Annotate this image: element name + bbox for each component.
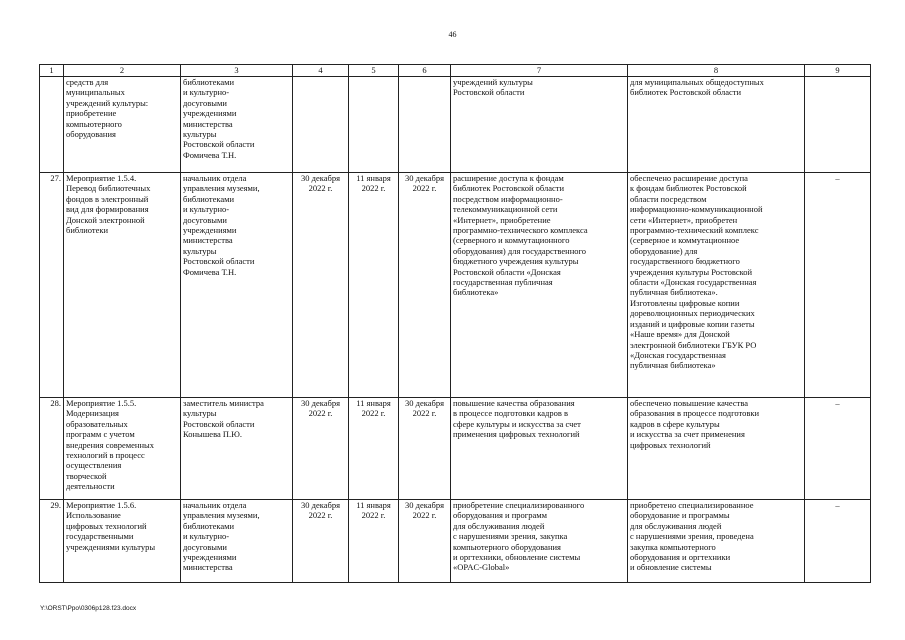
table-row bbox=[40, 398, 871, 500]
column-header-3: 3 bbox=[181, 65, 293, 77]
start-date: 30 декабря 2022 г. bbox=[293, 500, 349, 583]
start-date: 30 декабря 2022 г. bbox=[293, 398, 349, 500]
note: – bbox=[805, 500, 871, 583]
event-name: Мероприятие 1.5.5. Модернизация образовательных программ с учетом внедрения современных технологий в процесс осуществления творческой деятельности bbox=[64, 398, 181, 500]
expected-result: расширение доступа к фондам библиотек Ростовской области посредством информационно- телекоммуникационной сети «Интернет», приобретение программно-технического комплекса (серверного и коммутационного оборудования) для государственного бюджетного учреждения культуры Ростовской области «Донская государственная публичная библиотека» bbox=[451, 173, 628, 398]
end-date bbox=[349, 77, 399, 173]
column-header-1: 1 bbox=[40, 65, 64, 77]
row-number: 27. bbox=[40, 173, 64, 398]
row-number: 29. bbox=[40, 500, 64, 583]
responsible-person: начальник отдела управления музеями, библиотеками и культурно- досуговыми учреждениями министерства культуры Ростовской области Фомичева Т.Н. bbox=[181, 173, 293, 398]
start-date: 30 декабря 2022 г. bbox=[293, 173, 349, 398]
responsible-person: заместитель министра культуры Ростовской области Конышева П.Ю. bbox=[181, 398, 293, 500]
row-number: 28. bbox=[40, 398, 64, 500]
column-header-4: 4 bbox=[293, 65, 349, 77]
start-date bbox=[293, 77, 349, 173]
row-number bbox=[40, 77, 64, 173]
actual-result: обеспечено расширение доступа к фондам библиотек Ростовской области посредством информационно-коммуникационной сети «Интернет», приобретен программно-технический комплекс (серверное и коммутационное оборудование) для государственного бюджетного учреждения культуры Ростовской области «Донская государственная публичная библиотека». Изготовлены цифровые копии дореволюционных периодических изданий и цифровые копии газеты «Наше время» для Донской электронной библиотеки ГБУК РО «Донская государственная публичная библиотека» bbox=[628, 173, 805, 398]
table-row bbox=[40, 500, 871, 583]
deadline-date: 30 декабря 2022 г. bbox=[399, 173, 451, 398]
column-header-6: 6 bbox=[399, 65, 451, 77]
note: – bbox=[805, 398, 871, 500]
end-date: 11 января 2022 г. bbox=[349, 173, 399, 398]
event-name: средств для муниципальных учреждений культуры: приобретение компьютерного оборудования bbox=[64, 77, 181, 173]
file-path-footer: Y:\ORST\Ppo\0306p128.f23.docx bbox=[40, 605, 137, 612]
column-header-5: 5 bbox=[349, 65, 399, 77]
actual-result: для муниципальных общедоступных библиотек Ростовской области bbox=[628, 77, 805, 173]
table-row bbox=[40, 173, 871, 398]
deadline-date: 30 декабря 2022 г. bbox=[399, 500, 451, 583]
expected-result: учреждений культуры Ростовской области bbox=[451, 77, 628, 173]
column-header-7: 7 bbox=[451, 65, 628, 77]
event-name: Мероприятие 1.5.6. Использование цифровых технологий государственными учреждениями культуры bbox=[64, 500, 181, 583]
event-name: Мероприятие 1.5.4. Перевод библиотечных фондов в электронный вид для формирования Донской электронной библиотеки bbox=[64, 173, 181, 398]
end-date: 11 января 2022 г. bbox=[349, 500, 399, 583]
expected-result: приобретение специализированного оборудования и программ для обслуживания людей с нарушениями зрения, закупка компьютерного оборудования и оргтехники, обновление системы «OPAC-Global» bbox=[451, 500, 628, 583]
table-row bbox=[40, 77, 871, 173]
column-header-2: 2 bbox=[64, 65, 181, 77]
responsible-person: библиотеками и культурно- досуговыми учреждениями министерства культуры Ростовской области Фомичева Т.Н. bbox=[181, 77, 293, 173]
measures-table bbox=[39, 64, 871, 583]
deadline-date: 30 декабря 2022 г. bbox=[399, 398, 451, 500]
expected-result: повышение качества образования в процессе подготовки кадров в сфере культуры и искусства за счет применения цифровых технологий bbox=[451, 398, 628, 500]
column-header-9: 9 bbox=[805, 65, 871, 77]
column-header-8: 8 bbox=[628, 65, 805, 77]
page-number: 46 bbox=[448, 30, 457, 39]
responsible-person: начальник отдела управления музеями, библиотеками и культурно- досуговыми учреждениями министерства bbox=[181, 500, 293, 583]
column-numbers-row bbox=[40, 65, 871, 77]
actual-result: обеспечено повышение качества образования в процессе подготовки кадров в сфере культуры и искусства за счет применения цифровых технологий bbox=[628, 398, 805, 500]
end-date: 11 января 2022 г. bbox=[349, 398, 399, 500]
note: – bbox=[805, 173, 871, 398]
note bbox=[805, 77, 871, 173]
deadline-date bbox=[399, 77, 451, 173]
actual-result: приобретено специализированное оборудование и программы для обслуживания людей с нарушениями зрения, проведена закупка компьютерного оборудования и оргтехники и обновление системы bbox=[628, 500, 805, 583]
